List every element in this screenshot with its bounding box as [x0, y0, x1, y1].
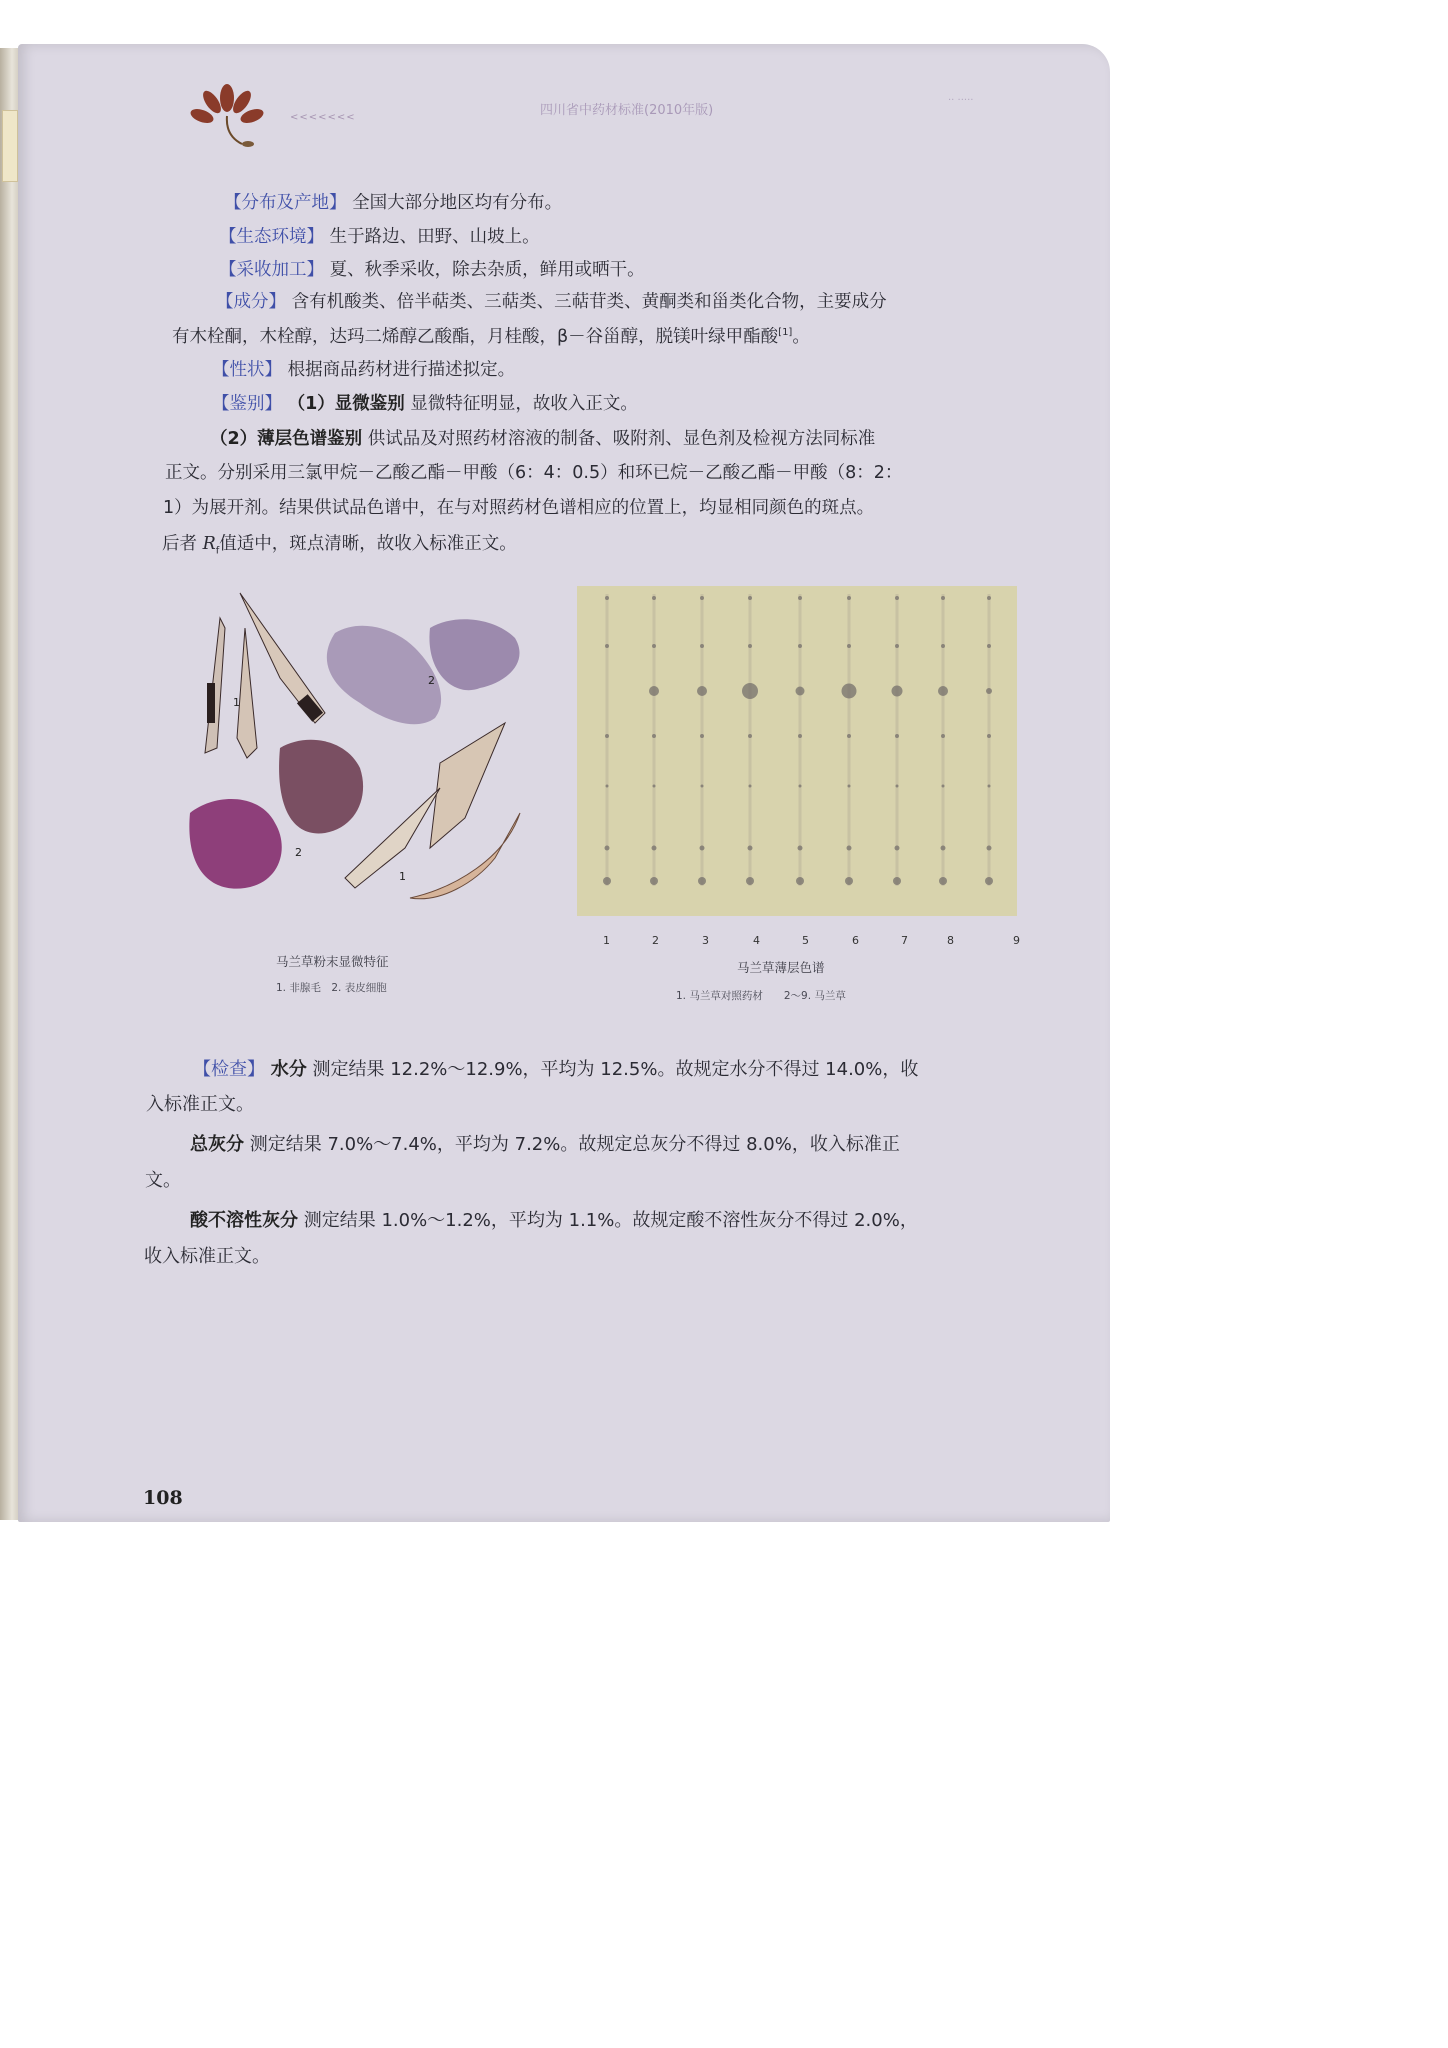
trichome-shape: [237, 628, 257, 758]
tlc-spot: [845, 877, 853, 885]
check-ash-line-1: [190, 1134, 900, 1156]
trichome-shape: [430, 723, 505, 848]
check-ash-line-2: [145, 1170, 181, 1192]
identification-line-1: [212, 393, 638, 415]
check-heading: 【检查】: [193, 1059, 265, 1080]
page-number: 108: [143, 1487, 183, 1509]
tlc-spot: [895, 644, 899, 648]
trichome-shape: [207, 683, 215, 723]
epidermal-cell-shape: [279, 740, 363, 834]
tlc-spot: [987, 734, 991, 738]
components-ref: [1]: [778, 327, 793, 338]
tlc-identification-label: （2）薄层色谱鉴别: [210, 429, 363, 449]
micro-label-1b: 1: [399, 870, 406, 883]
tlc-spot: [941, 644, 945, 648]
acid-text-1: 测定结果 1.0%～1.2%，平均为 1.1%。故规定酸不溶性灰分不得过 2.0%，: [303, 1210, 918, 1231]
epidermal-cell-shape: [189, 799, 281, 889]
components-text-1: 含有机酸类、倍半萜类、三萜类、三萜苷类、黄酮类和甾类化合物，主要成分: [291, 292, 887, 312]
tlc-legend: 1. 马兰草对照药材 2～9. 马兰草: [676, 990, 846, 1002]
tlc-spot: [941, 734, 945, 738]
processing-line: [219, 259, 645, 281]
components-heading: 【成分】: [216, 292, 286, 312]
check-acid-line-1: [190, 1210, 918, 1232]
lane-number: 9: [1013, 934, 1020, 947]
components-line-1: [216, 291, 887, 313]
tlc-spot: [605, 846, 610, 851]
header-dots: <<<<<<<: [290, 112, 356, 123]
tlc-spot: [652, 596, 656, 600]
tlc-spot: [701, 785, 704, 788]
identification-heading: 【鉴别】: [212, 394, 282, 414]
processing-text: 夏、秋季采收，除去杂质，鲜用或晒干。: [329, 260, 645, 280]
tlc-identification-text-4b: 值适中，斑点清晰，故收入标准正文。: [219, 534, 517, 554]
microscopy-figure: [185, 588, 530, 918]
tlc-spot: [652, 644, 656, 648]
tlc-spot: [988, 785, 991, 788]
distribution-line: [224, 192, 562, 214]
tlc-spot: [700, 734, 704, 738]
lane-number: 4: [753, 934, 760, 947]
tlc-spot: [798, 734, 802, 738]
tlc-identification-text-3: 1）为展开剂。结果供试品色谱中，在与对照药材色谱相应的位置上，均显相同颜色的斑点。: [163, 498, 875, 518]
habitat-text: 生于路边、田野、山坡上。: [329, 227, 540, 247]
tlc-identification-line-4: [162, 533, 517, 563]
tlc-spot: [987, 596, 991, 600]
ash-text-2: 文。: [145, 1170, 181, 1191]
tlc-plate: [577, 586, 1017, 916]
tlc-spot: [605, 596, 609, 600]
tlc-spot: [650, 877, 658, 885]
tlc-spot: [700, 846, 705, 851]
tlc-spot: [700, 596, 704, 600]
tlc-spot: [605, 644, 609, 648]
micro-identification-text: 显微特征明显，故收入正文。: [410, 394, 638, 414]
lane-number: 5: [802, 934, 809, 947]
tlc-spot: [748, 644, 752, 648]
tlc-spot: [847, 846, 852, 851]
acid-text-2: 收入标准正文。: [144, 1246, 270, 1267]
tlc-spot: [987, 644, 991, 648]
tlc-spot: [606, 785, 609, 788]
tlc-spot: [796, 877, 804, 885]
tlc-spot: [847, 596, 851, 600]
tlc-spot: [649, 686, 659, 696]
tlc-spot: [798, 846, 803, 851]
tlc-spot: [893, 877, 901, 885]
trichome-shape: [410, 813, 520, 899]
lane-number: 1: [603, 934, 610, 947]
tlc-spot: [941, 596, 945, 600]
tlc-spot: [939, 877, 947, 885]
tlc-spot: [748, 734, 752, 738]
water-text-2: 入标准正文。: [146, 1094, 254, 1115]
tlc-identification-line-3: [163, 497, 874, 519]
micro-caption: 马兰草粉末显微特征: [276, 954, 389, 969]
habitat-heading: 【生态环境】: [219, 227, 324, 247]
tlc-spot: [938, 686, 948, 696]
tlc-spot: [895, 846, 900, 851]
tlc-spot: [653, 785, 656, 788]
components-text-2: 有木栓酮，木栓醇，达玛二烯醇乙酸酯，月桂酸，β－谷甾醇，脱镁叶绿甲酯酸: [172, 326, 779, 347]
lane-number: 2: [652, 934, 659, 947]
micro-legend: 1. 非腺毛 2. 表皮细胞: [276, 982, 387, 994]
tlc-spot: [652, 846, 657, 851]
tlc-spot: [941, 846, 946, 851]
habitat-line: [219, 226, 540, 248]
tlc-identification-text-4a: 后者: [162, 534, 197, 554]
tlc-spot: [698, 877, 706, 885]
tlc-spot: [796, 687, 805, 696]
bookmark-tab: [2, 110, 18, 182]
tlc-spot: [987, 846, 992, 851]
tlc-spot: [895, 596, 899, 600]
tlc-identification-line-2: [165, 462, 902, 484]
running-header-title: 四川省中药材标准(2010年版): [540, 103, 714, 118]
check-water-line-2: [146, 1094, 254, 1116]
tlc-identification-line-1: [210, 428, 875, 450]
book-spine: [0, 48, 20, 1520]
lane-number: 8: [947, 934, 954, 947]
lane-number: 7: [901, 934, 908, 947]
tlc-spot: [748, 596, 752, 600]
tlc-spot: [697, 686, 707, 696]
tlc-spot: [603, 877, 611, 885]
tlc-spot: [848, 785, 851, 788]
tlc-spot: [985, 877, 993, 885]
tlc-spot: [749, 785, 752, 788]
tlc-spot: [895, 734, 899, 738]
tlc-spot: [892, 686, 903, 697]
tlc-spot: [847, 734, 851, 738]
components-line-2: [172, 322, 810, 348]
check-acid-line-2: [144, 1246, 270, 1268]
tlc-identification-text-1: 供试品及对照药材溶液的制备、吸附剂、显色剂及检视方法同标准: [367, 429, 876, 449]
ash-text-1: 测定结果 7.0%～7.4%，平均为 7.2%。故规定总灰分不得过 8.0%，收入标准正: [249, 1134, 900, 1155]
distribution-text: 全国大部分地区均有分布。: [352, 193, 563, 213]
tlc-spot: [842, 684, 857, 699]
epidermal-cell-shape: [327, 626, 441, 724]
tlc-spot: [986, 688, 992, 694]
lane-number: 6: [852, 934, 859, 947]
rf-subscript: f: [215, 545, 220, 557]
acid-label: 酸不溶性灰分: [190, 1210, 298, 1231]
check-water-line-1: [193, 1059, 918, 1081]
water-text-1: 测定结果 12.2%～12.9%，平均为 12.5%。故规定水分不得过 14.0%，收: [312, 1059, 919, 1080]
micro-label-2b: 2: [295, 846, 302, 859]
character-heading: 【性状】: [212, 360, 282, 380]
tlc-spot: [652, 734, 656, 738]
leaf-logo-icon: [182, 76, 272, 152]
water-label: 水分: [270, 1059, 307, 1080]
tlc-spot: [896, 785, 899, 788]
tlc-caption: 马兰草薄层色谱: [737, 960, 825, 975]
tlc-spot: [799, 785, 802, 788]
components-end: 。: [792, 326, 810, 347]
header-right-mark: ·· ·····: [948, 95, 974, 106]
micro-identification-label: （1）显微鉴别: [287, 394, 405, 414]
tlc-spot: [746, 877, 754, 885]
tlc-spot: [700, 644, 704, 648]
micro-label-2: 2: [428, 674, 435, 687]
tlc-spot: [942, 785, 945, 788]
micro-label-1: 1: [233, 696, 240, 709]
tlc-spot: [798, 644, 802, 648]
tlc-spot: [605, 734, 609, 738]
epidermal-cell-shape: [429, 619, 519, 690]
character-text: 根据商品药材进行描述拟定。: [287, 360, 516, 380]
tlc-identification-text-2: 正文。分别采用三氯甲烷－乙酸乙酯－甲酸（6：4：0.5）和环已烷－乙酸乙酯－甲酸（8：2：: [165, 463, 903, 483]
rf-symbol: R: [202, 534, 216, 554]
ash-label: 总灰分: [190, 1134, 244, 1155]
processing-heading: 【采收加工】: [219, 260, 324, 280]
lane-number: 3: [702, 934, 709, 947]
tlc-spot: [847, 644, 851, 648]
tlc-spot: [798, 596, 802, 600]
tlc-spot: [742, 683, 758, 699]
distribution-heading: 【分布及产地】: [224, 193, 347, 213]
character-line: [212, 359, 515, 381]
tlc-spot: [748, 846, 753, 851]
